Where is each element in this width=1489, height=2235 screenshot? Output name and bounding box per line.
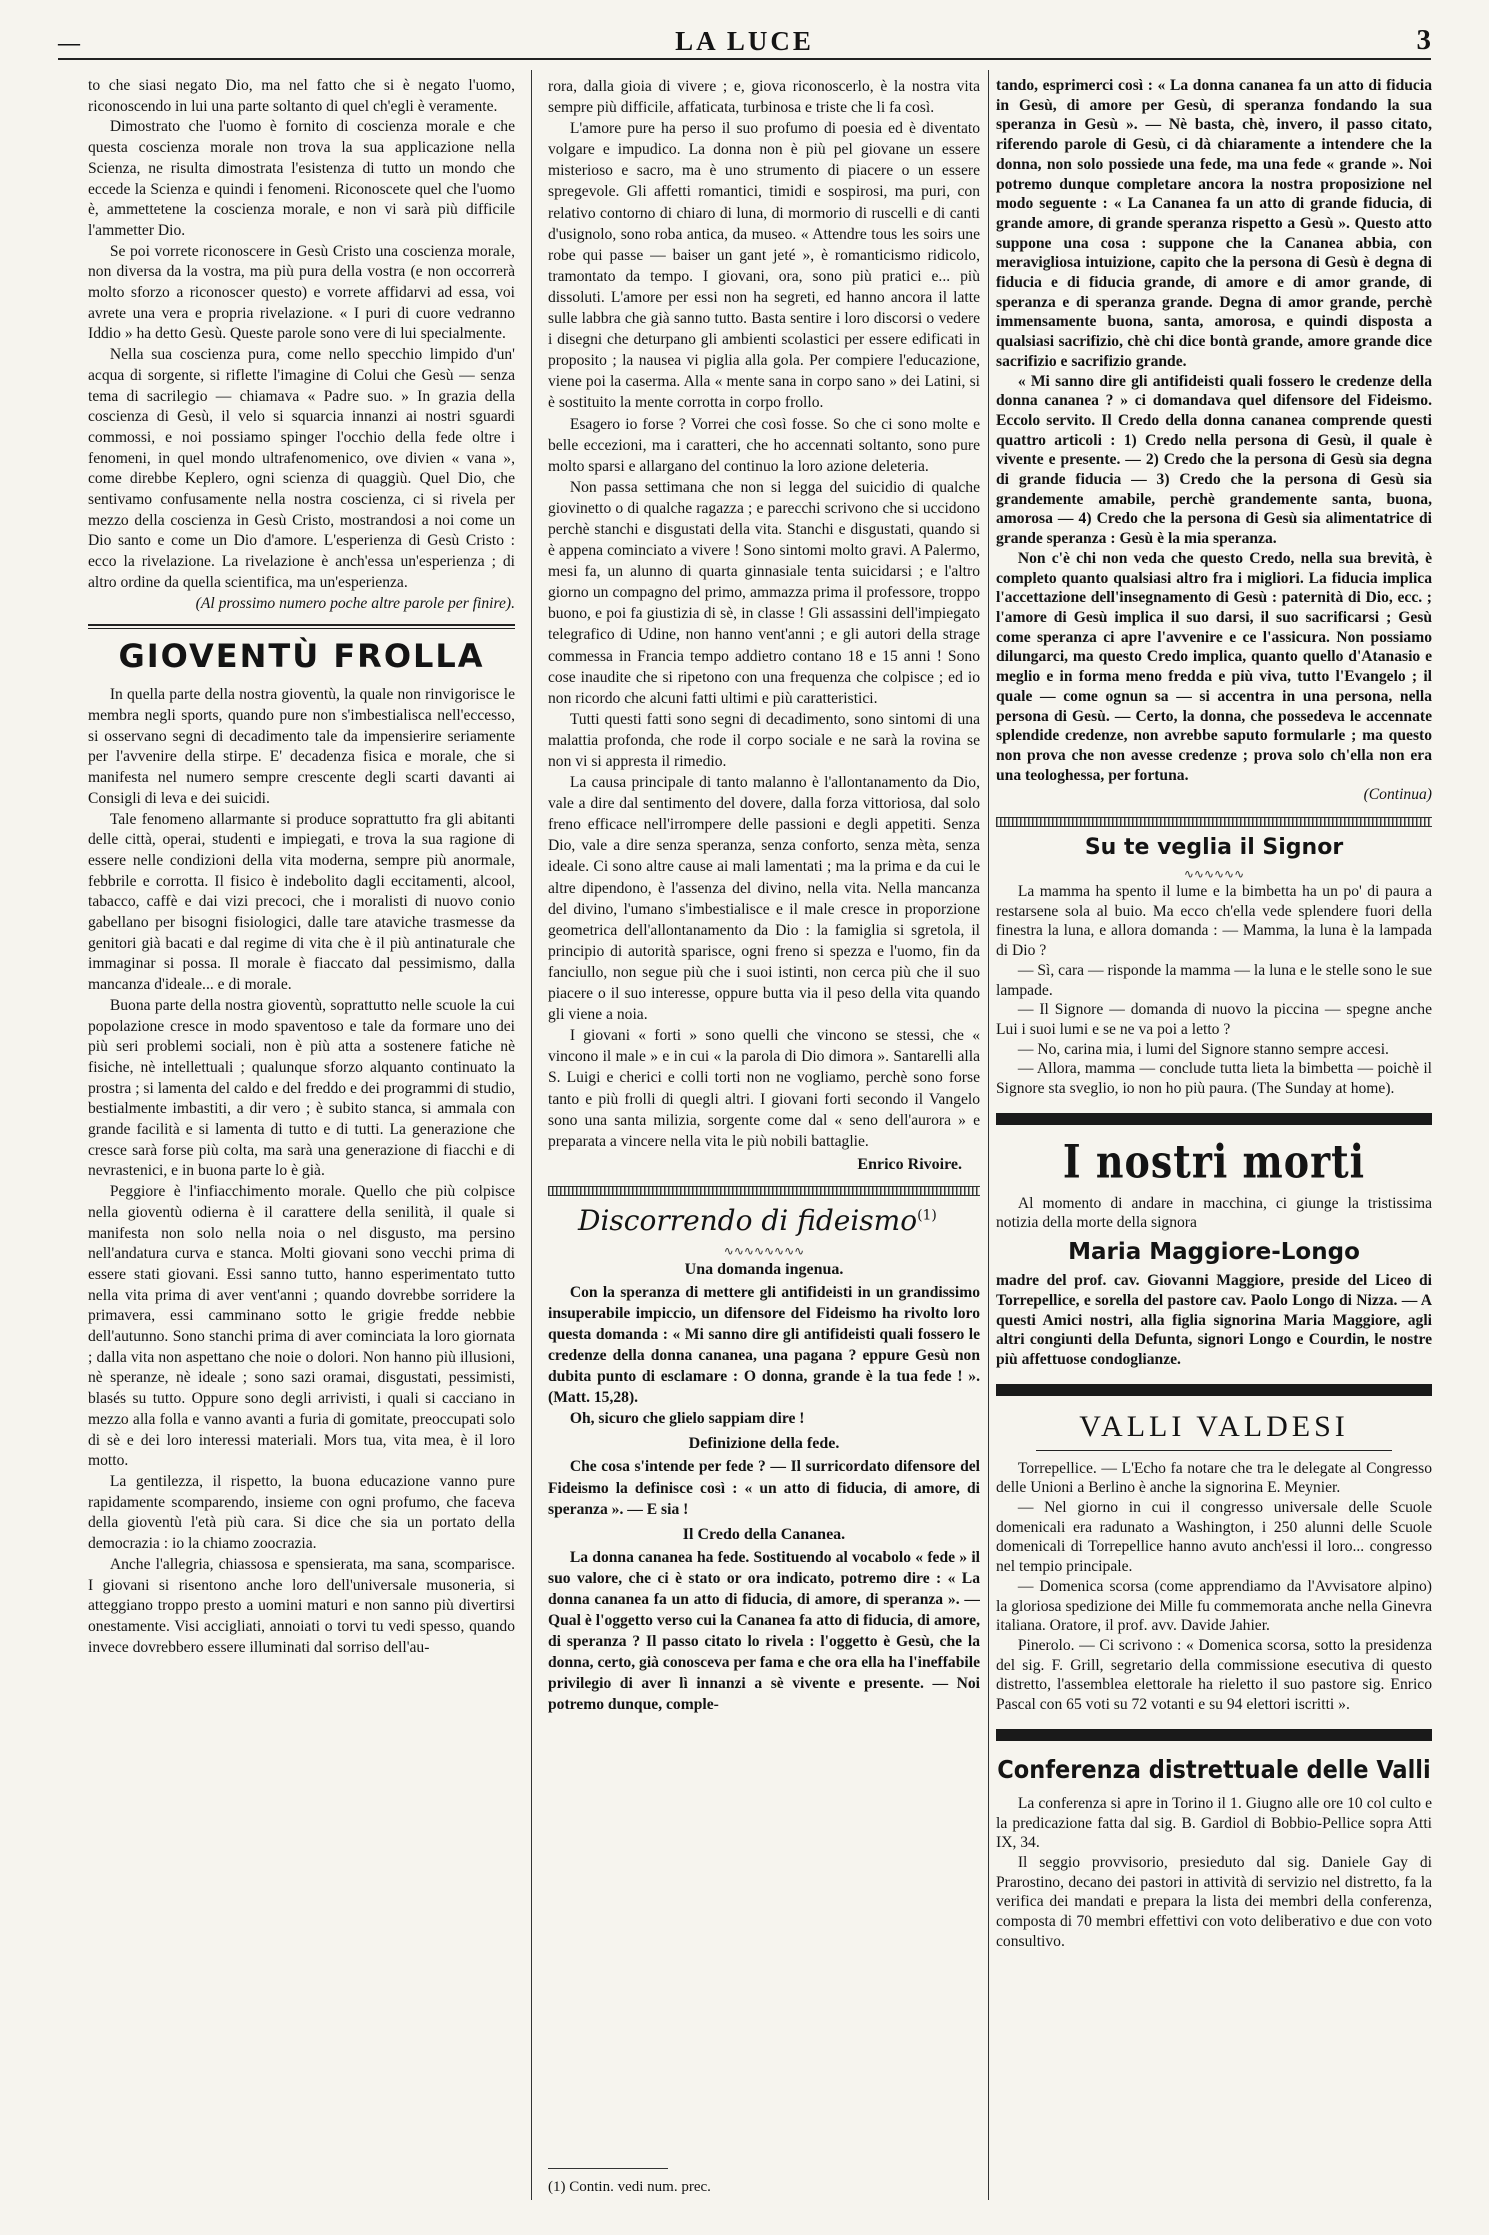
article-text: — Allora, mamma — conclude tutta lieta la bimbetta — poichè il Signore sta sveglio, io non ho più paura. (The Sunday at home). [996,1060,1432,1098]
title-footnote-ref: (1) [917,1207,937,1224]
continued-note: (Al prossimo numero poche altre parole per finire). [195,594,515,612]
author-signature: Enrico Rivoire. [857,1155,962,1173]
article-text: Anche l'allegria, chiassosa e spensierata, ma sana, scomparisce. I giovani si risentono anche loro dell'universale musoneria, si atteggiano troppo presto a uomini maturi e non sanno più divertirsi onestamente. Visi accigliati, annoiati o torvi tu vedi spesso, quando invece dovrebbero essere illuminati dal sorriso dell'au- [88,1555,515,1656]
article-text: La conferenza si apre in Torino il 1. Giugno alle ore 10 col culto e la predicazione fatta dal sig. B. Gardiol di Bobbio-Pellice sopra Atti IX, 34. [996,1794,1432,1852]
section-bar [996,1113,1432,1125]
article-text: Dimostrato che l'uomo è fornito di coscienza morale e che questa coscienza morale non trova la sua applicazione nella Scienza, ne risulta dimostrata l'esistenza di tutto un mondo che eccede la Scienza e quindi i fenomeni. Riconoscete quel che l'uomo è, ammettetene la coscienza morale, e non vi sarà più difficile l'ammetter Dio. [88,118,515,239]
article-text: Pinerolo. — Ci scrivono : « Domenica scorsa, sotto la presidenza del sig. F. Grill, segretario della commissione esecutiva di questo distretto, l'assemblea elettorale ha rieletto il suo pastore sig. Enrico Pascal con 65 voti su 72 votanti e su 94 elettori iscritti ». [996,1637,1432,1714]
article-title-fideismo: Discorrendo di fideismo$^{(1)}$ [578,1203,937,1237]
article-text: La donna cananea ha fede. Sostituendo al vocabolo « fede » il suo valore, che ci è stato or ora indicato, potremo dire : « La donna cananea fa un atto di fiducia, di amore, di speranza ». — Qual è l'oggetto verso cui la Cananea fa atto di fiducia, di amore, di speranza ? Il passo citato lo rivela : l'oggetto è Gesù, che la donna, certo, già conosceva per fama e che ora ella ha l'ineffabile privilegio di aver lì innanzi a sè vivente e presente. — Noi potremo dunque, comple- [548,1548,980,1714]
article-text: Non c'è chi non veda che questo Credo, nella sua brevità, è completo quanto qualsiasi altro fra i migliori. La fiducia implica l'accettazione dell'insegnamento di Gesù : paternità di Dio, ecc. ; l'amore di Gesù implica il suo darsi, il suo sacrificarsi ; Gesù come speranza ci apre l'avvenire e ce l'assicura. Non possiamo dilungarci, ma questo Credo implica, quanto quello d'Atanasio e meglio e in forma meno fredda e più viva, tutto l'Evangelo ; il quale — come ognun sa — si accentra in una persona, nella persona di Gesù. — Certo, la donna, che possedeva le accennate splendide credenze, non avrebbe saputo formularle ; ma questo non prova che non avesse credenze ; prova solo ch'ella non era una teologhessa, per fortuna. [996,549,1432,784]
article-text: In quella parte della nostra gioventù, la quale non rinvigorisce le membra negli sports, quando pure non s'imbestialisca nell'eccesso, si osservano segni di decadimento tale da impensierire seriamente per l'avvenire della stirpe. E' decadenza fisica e morale, che si manifesta nel numero sempre crescente degli scarti davanti ai Consigli di leva e dei suicidi. [88,686,515,807]
article-text: madre del prof. cav. Giovanni Maggiore, preside del Liceo di Torrepellice, e sorella del pastore cav. Paolo Longo di Nizza. — A questi Amici nostri, alla figlia signorina Maria Maggiore, agli altri congiunti della Defunta, signori Longo e Courdin, le nostre più affettuose condoglianze. [996,1272,1432,1368]
article-text: La mamma ha spento il lume e la bimbetta ha un po' di paura a restarsene sola al buio. Ma ecco ch'ella vede splendere fuori della finestra la luna, e allora domanda : — Mamma, la luna è la lampada di Dio ? [996,883,1432,960]
article-text: Se poi vorrete riconoscere in Gesù Cristo una coscienza morale, non diversa da la vostra, ma più pura della vostra (e non occorrerà molto sforzo a riconoscer questo) e vorrete affidarvi ad essa, voi avrete una vera e propria rivelazione. « I puri di cuore vedranno Iddio » ha detto Gesù. Queste parole sono vere di lui specialmente. [88,242,515,343]
section-bar [996,1729,1432,1741]
subheading: Definizione della fede. [688,1435,840,1453]
section-divider [548,1186,980,1196]
article-text: Tale fenomeno allarmante si produce soprattutto fra gli abitanti delle città, operai, studenti e impiegati, e trova la sua ragione di essere nelle condizioni della vita moderna, sempre più anormale, febbrile e corrotta. Il fisico è indebolito dagli eccitamenti, alcool, tabacco, caffè e dai vizi precoci, che i moralisti di nuovo conio gabellano per bisogni fisiologici, dalle tare ataviche trasmesse da genitori già bacati e dal regime di vita che è il più antinaturale che immaginar si possa. Il morale è fiaccato dal pessimismo, dalla mancanza d'ideale... e di morale. [88,810,515,994]
continued-note: (Continua) [1363,786,1432,804]
column-2 [548,76,980,2196]
deceased-name: Maria Maggiore-Longo [1068,1239,1360,1266]
article-text: rora, dalla gioia di vivere ; e, giova riconoscerlo, è la nostra vita sempre più difficile, affaticata, turbinosa e triste che li fa così. [548,78,980,117]
article-text: La gentilezza, il rispetto, la buona educazione vanno pure rapidamente scomparendo, insieme con ogni profumo, che faceva della gioventù l'età più cara. Si dice che sia un portato della democrazia : io la chiamo zoocrazia. [88,1473,515,1553]
article-text: Nella sua coscienza pura, come nello specchio limpido d'un' acqua di sorgente, si riflette l'imagine di Colui che Gesù — senza tema di sacrilegio — chiamava « Padre suo. » In grazia della coscienza di Gesù, il velo si squarcia innanzi ai nostri sguardi commossi, e noi possiamo spinger l'occhio della fede oltre i fenomeni, in quel mondo ultrafenomenico, ove divien « vana », come direbbe Keplero, ogni scienza di quaggiù. Quel Dio, che sentivamo confusamente nella nostra coscienza, ci si rivela per mezzo della coscienza in Gesù Cristo, mostrandosi a noi come un Dio santo e come un Dio d'amore. L'esperienza di Gesù Cristo : ecco la rivelazione. La rivelazione è anch'essa un'esperienza ; di altro ordine da quella scientifica, ma un'esperienza. [88,346,515,591]
header-rule [58,58,1431,60]
article-text: — No, carina mia, i lumi del Signore stanno sempre accesi. [1017,1040,1389,1058]
article-title-gioventu-frolla: GIOVENTÙ FROLLA [118,637,485,676]
article-text: « Mi sanno dire gli antifideisti quali fossero le credenze della donna cananea ? » ci domandava quel difensore del Fideismo. Eccolo servito. Il Credo della donna cananea comprende questi quattro articoli : 1) Credo nella persona di Gesù, il quale è vivente e presente. — 2) Credo che la persona di Gesù sia degna di grande fiducia — 3) Credo che la persona di Gesù sia grandemente amabile, perchè grandemente santa, buona, amorosa — 4) Credo che la persona di Gesù sia alimentatrice di grande speranza : Gesù è la mia speranza. [996,372,1432,548]
article-text: — Domenica scorsa (come apprendiamo da l'Avvisatore alpino) la gloriosa spedizione dei Mille fu commemorata anche nella Ginevra italiana. Oratore, il prof. avv. Davide Jahier. [996,1577,1432,1635]
page-header [0,0,1489,62]
section-bar [996,1384,1432,1396]
article-text: Esagero io forse ? Vorrei che così fosse. So che ci sono molte e belle eccezioni, ma i caratteri, che ho accennati soltanto, sono pure molto sparsi e allargano del continuo la loro azione deleteria. [548,415,980,475]
article-text: I giovani « forti » sono quelli che vincono se stessi, che « vincono il male » e in cui « la parola di Dio dimora ». Santarelli alla S. Luigi e cherici e colli torti non ne vogliamo, perchè sono forse tanto e più frolli di quegli altri. I giovani forti secondo il Vangelo sono una santa milizia, sorgente come dal « seno dell'aurora » e preparata a vincere nella vita le più nobili battaglie. [548,1027,980,1150]
section-rule [88,628,515,629]
subheading: Il Credo della Cananea. [682,1525,846,1543]
article-text: Tutti questi fatti sono segni di decadimento, sono sintomi di una malattia profonda, che rode il corpo sociale e ne sarà la rovina se non vi si appresta il rimedio. [548,710,980,770]
page-number: 3 [1416,24,1431,56]
section-divider [996,817,1432,827]
article-text: La causa principale di tanto malanno è l'allontanamento da Dio, vale a dire dal sentimento del dovere, dalla forza vittoriosa, dal solo freno efficace nell'irrompere delle passioni e degli appetiti. Senza Dio, vale a dire senza speranza, senza conforto, senza mèta, senza ideale. Ci sono altre cause ai mali lamentati ; ma la prima e da cui le altre dipendono, è l'assenza del divino, nella vita. Nella mancanza del divino, l'umano s'imbestialisce e il male cresce in proporzione geometrica dell'allontanamento da Dio : la famiglia si sgretola, il principio di autorità sparisce, ogni freno si spezza e l'uomo, fin da fanciullo, non segue più che i suoi istinti, non cerca più che il suo piacere o il suo interesse, oppure butta via il peso della vita quando gli viene a noia. [548,774,980,1024]
title-underline [1036,1450,1392,1451]
column-3 [996,76,1432,2196]
article-title-su-te-veglia: Su te veglia il Signor [1084,835,1344,861]
section-rule [88,624,515,626]
article-text: to che siasi negato Dio, ma nel fatto che si è negato l'uomo, riconoscendo in lui una parte soltanto di quel ch'egli è veramente. [88,77,515,115]
column-divider-2 [988,70,989,2200]
title-underline-ornament: ∿∿∿∿∿∿∿∿ [723,1243,805,1258]
article-text: Buona parte della nostra gioventù, soprattutto nelle scuole la cui popolazione cresce in modo spaventoso e tale da formare uno dei più seri problemi sociali, non è più atta a sostenere fatiche nè fisiche, nè intellettuali ; qualunque sforzo alquanto continuato la prostra ; si lamenta del caldo e del freddo e dei programmi di studio, bestialmente imbastiti, a dir vero ; è subito stanca, si ammala con grande facilità e si lamenta di tutto e di tutti. La generazione che cresce sarà forse più colta, ma sarà una generazione di fiacchi e di nevrastenici, e in buona parte lo è già. [88,996,515,1180]
footnote-text: (1) Contin. vedi num. prec. [548,2179,711,2195]
column-divider-1 [531,70,532,2200]
header-left-mark: — [58,30,80,55]
article-text: — Nel giorno in cui il congresso universale delle Scuole domenicali era radunato a Washington, i 250 alunni delle Scuole domenicali di Torrepellice hanno avuto anch'essi il loro... congresso nel tempio principale. [996,1499,1432,1576]
article-text: Che cosa s'intende per fede ? — Il surricordato difensore del Fideismo la definisce così : « un atto di fiducia, di amore, di speranza ». — E sia ! [548,1458,980,1518]
newspaper-title: LA LUCE [675,26,814,56]
article-text: Il seggio provvisorio, presieduto dal sig. Daniele Gay di Prarostino, decano dei pastori in attività di servizio nel distretto, fa la verifica dei mandati e prepara la lista dei membri della conferenza, composta di 70 membri effettivi con voto deliberativo e due con voto consultivo. [996,1853,1432,1950]
article-text: — Sì, cara — risponde la mamma — la luna e le stelle sono le sue lampade. [996,961,1432,999]
subheading: Una domanda ingenua. [684,1260,844,1278]
title-underline-ornament: ∿∿∿∿∿∿ [1183,867,1245,882]
article-text: Torrepellice. — L'Echo fa notare che tra le delegate al Congresso delle Unioni a Berlino è anche la signorina E. Meynier. [996,1459,1432,1497]
footnote-rule [548,2168,668,2169]
column-1 [88,76,515,2196]
article-text: Oh, sicuro che glielo sappiam dire ! [569,1410,805,1428]
article-title-i-nostri-morti: I nostri morti [1062,1134,1366,1189]
article-text: tando, esprimerci così : « La donna cananea fa un atto di fiducia in Gesù, di amore per Gesù, di speranza fondando la sua speranza in Gesù ». — Nè basta, chè, invero, il passo citato, riferendo parole di Gesù, ci dà chiaramente a intendere che la donna, non solo possiede una fede, ma una fede « grande ». Noi potremo dunque completare ancora la nostra proposizione nel modo seguente : « La Cananea fa un atto di grande fiducia, di grande amore, di grande speranza rispetto a Gesù ». Questo atto suppone una cosa : suppone che la Cananea abbia, con meravigliosa intuizione, capito che la persona di Gesù è degna di fiducia e di fiducia grande, di amore e di amor grande, di speranza e di speranza grande. Degna di amor grande, perchè immensamente buona, santa, amorosa, e quindi disposta a qualsiasi sacrifizio, chè chi dice bontà grande, amore grande dice sacrifizio e sacrifizio grande. [996,77,1432,370]
article-text: Al momento di andare in macchina, ci giunge la tristissima notizia della morte della signora [996,1194,1432,1232]
article-text: L'amore pure ha perso il suo profumo di poesia ed è diventato volgare e impudico. La donna non è più pel giovane un essere misterioso e sacro, ma è uno strumento di piacere o un essere spregevole. Gli affetti romantici, timidi e sospirosi, ma puri, con relativo contorno di chiaro di luna, di mormorio di ruscelli e di canti d'usignolo, sono roba antica, da museo. « Attendre tous les soirs une robe qui passe — baiser un gant jeté », è romanticismo ridicolo, tramontato da tempo. I giovani, ora, sono più pratici e... più dissoluti. L'amore per essi non ha segreti, ed hanno ancora il latte sulle labbra che già sanno tutto. Basta sentire i loro discorsi o vedere i disegni che deturpano gli ambienti scolastici per essere edificati in proposito ; la nausea vi piglia alla gola. Per compiere l'educazione, viene poi la caserma. Alla « mente sana in corpo sano » dei Latini, si è sostituito la mente corrotta in corpo frollo. [548,120,980,412]
footnote [548,2168,711,2196]
article-text: Peggiore è l'infiacchimento morale. Quello che più colpisce nella gioventù odierna è il carattere della senilità, il quale si manifesta non solo nella noia o nel disgusto, ma persino nell'andatura curva e stanca. Molti giovani sono vecchi prima di essere stati giovani. Essi sanno tutto, hanno esperimentato tutto nella vita prima di aver vent'anni ; quando dovrebbe sorridere la primavera, essi camminano sotto le grigie fredde nebbie dell'autunno. Sono stanchi prima di aver cominciata la loro giornata ; dalla vita non aspettano che noie o dolori. Non hanno più illusioni, nè speranze, nè ideale ; sono sazi oramai, disgustati, pessimisti, blasés su tutto. Oppure sono degli arrivisti, i quali si cacciano in mezzo alla folla e vanno avanti a furia di gomitate, preoccupati solo di sè e dei loro interessi materiali. Mors tua, vita mea, è il loro motto. [88,1183,515,1470]
article-text: — Il Signore — domanda di nuovo la piccina — spegne anche Lui i suoi lumi e se ne va poi a letto ? [996,1001,1432,1038]
article-text: Con la speranza di mettere gli antifideisti in un grandissimo insuperabile impiccio, un difensore del Fideismo ha rivolto loro questa domanda : « Mi sanno dire gli antifideisti quali fossero le credenze della donna cananea, una pagana ? eppure Gesù non dubita punto di esclamare : O donna, grande è la tua fede ! ». (Matt. 15,28). [548,1283,980,1407]
article-text: Non passa settimana che non si legga del suicidio di qualche giovinetto o di qualche ragazza ; e parecchi scrivono che si uccidono perchè stanchi e disgustati della vita. Stanchi e disgustati, quando si è appena cominciato a vivere ! Sono sintomi molto gravi. A Palermo, mesi fa, un alunno di quarta ginnasiale tenta suicidarsi ; e l'altro giorno un compagno del primo, ammazza prima il professore, troppo buono, e poi fa giustizia di sè, in classe ! Gli assassini dell'impiegato telegrafico di Udine, non hanno vent'anni ; e gli autori della strage commessa in Francia tempo addietro contano 18 e 15 anni ! Sono cose inaudite che si ripetono con una frequenza che colpisce ; ed io non ricordo che alcuni fatti ultimi e più caratteristici. [548,478,980,707]
article-title-valli-valdesi: VALLI VALDESI [1079,1409,1349,1443]
article-title-conferenza: Conferenza distrettuale delle Valli [997,1754,1431,1784]
